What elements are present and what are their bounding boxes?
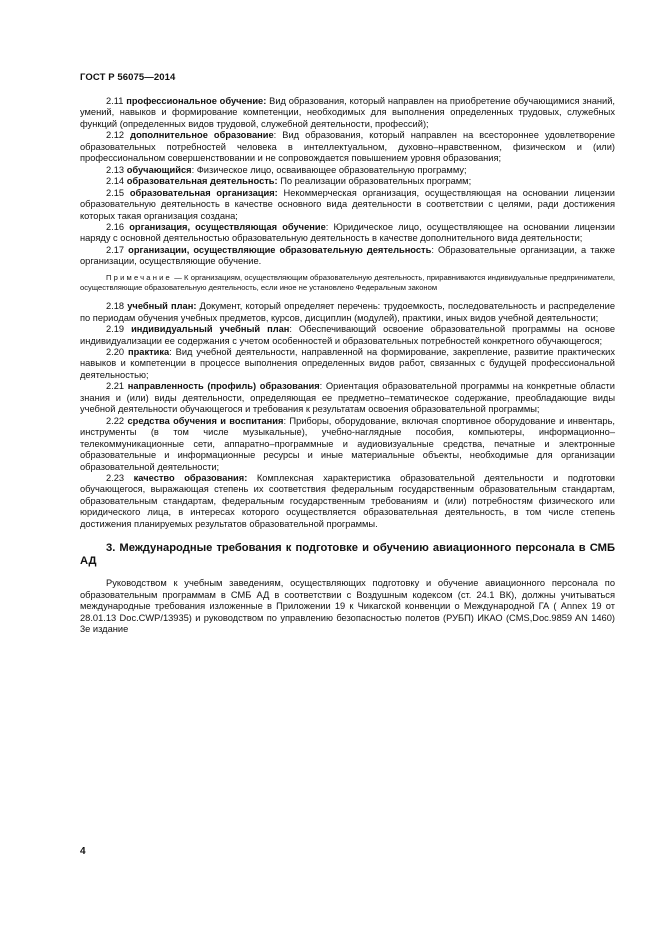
section-paragraph: Руководством к учебным заведениям, осуществляющих подготовку и обучение авиационного персонала по образовательным программам в СМБ АД в соответствии с Воздушным кодексом (ст. 24.1 ВК), должны учитываться международные требования изложенные в Приложении 19 к Чикагской конвенции о Международной ГА ( Annex 19 от 28.01.13 Doc.CWP/13935) и руководством по управлению безопасностью полетов (РУБП) ИКАО (CMS,Doc.9859 AN 1460) 3е издание bbox=[80, 578, 615, 635]
definition-2-20: 2.20 практика: Вид учебной деятельности, направленной на формирование, закрепление, развитие практических навыков и компетенции в процессе выполнения определенных видов работ, связанных с будущей профессиональной деятельностью; bbox=[80, 347, 615, 380]
term: качество образования: bbox=[133, 473, 248, 483]
term: обучающийся bbox=[126, 164, 192, 175]
definition-2-15: 2.15 образовательная организация: Некоммерческая организация, осуществляющая на основании лицензии образовательную деятельность в качестве основного вида деятельности в соответствии с целями, ради достижения которых такая организация создана; bbox=[80, 187, 615, 221]
term: направленность (профиль) образования bbox=[127, 381, 320, 392]
definition-2-17: 2.17 организации, осуществляющие образовательную деятельность: Образовательные организации, а также организации, осуществляющие обучение. bbox=[80, 244, 615, 267]
definition-2-23: 2.23 качество образования: Комплексная характеристика образовательной деятельности и подготовки обучающегося, выражающая степень их соответствия федеральным государственным образовательным стандартам, образовательным стандартам, федеральным государственным требованиям и (или) потребностям физического или юридического лица, в интересах которого осуществляется образовательная деятельность, в том числе степень достижения планируемых результатов образовательной программы. bbox=[80, 473, 615, 529]
term: средства обучения и воспитания bbox=[127, 415, 284, 426]
definition-2-22: 2.22 средства обучения и воспитания: Приборы, оборудование, включая спортивное оборудование и инвентарь, инструменты (в том числе музыкальные), учебно-наглядные пособия, компьютеры, информационно–телекоммуникационные сети, аппаратно–программные и аудиовизуальные средства, печатные и электронные образовательные и информационные ресурсы и иные материальные объекты, необходимые для организации образовательной деятельности; bbox=[80, 415, 616, 472]
note: Примечание — К организациям, осуществляющим образовательную деятельность, приравниваются индивидуальные предприниматели, осуществляющие образовательную деятельность, если иное не установлено Федеральным законом bbox=[80, 272, 615, 292]
section-title: 3. Международные требования к подготовке и обучению авиационного персонала в СМБ АД bbox=[80, 542, 615, 568]
term: индивидуальный учебный план bbox=[131, 324, 290, 335]
definition-2-16: 2.16 организация, осуществляющая обучение: Юридическое лицо, осуществляющее на основании лицензии наряду с основной деятельностью образовательную деятельность в качестве дополнительного вида деятельности; bbox=[80, 221, 615, 244]
term: образовательная организация: bbox=[129, 187, 278, 198]
definition-2-11: 2.11 профессиональное обучение: Вид образования, который направлен на приобретение обучающимися знаний, умений, навыков и формирование компетенции, необходимых для выполнения определенных трудовых, служебных функций (определенных видов трудовой, служебной деятельности, профессий); bbox=[80, 96, 615, 129]
definition-2-12: 2.12 дополнительное образование: Вид образования, который направлен на всестороннее удовлетворение образовательных потребностей человека в интеллектуальном, духовно–нравственном, физическом и (или) профессиональном совершенствовании и не сопровождается повышением уровня образования; bbox=[80, 130, 615, 164]
document-body bbox=[80, 96, 615, 636]
definition-2-18: 2.18 учебный план: Документ, который определяет перечень: трудоемкость, последовательность и распределение по периодам обучения учебных предметов, курсов, дисциплин (модулей), практики, иных видов учебной деятельности; bbox=[80, 301, 615, 323]
definition-2-21: 2.21 направленность (профиль) образования: Ориентация образовательной программы на конкретные области знания и (или) виды деятельности, определяющая ее предметно–тематическое содержание, преобладающие виды учебной деятельности обучающегося и требования к результатам освоения образовательной программы; bbox=[80, 381, 615, 415]
definition-2-13: 2.13 обучающийся: Физическое лицо, осваивающее образовательную программу; bbox=[106, 164, 467, 175]
term: организация, осуществляющая обучение bbox=[129, 221, 326, 232]
standard-header: ГОСТ Р 56075—2014 bbox=[80, 72, 176, 83]
term: дополнительное образование bbox=[130, 130, 274, 141]
term: образовательная деятельность: bbox=[126, 176, 278, 187]
term: профессиональное обучение: bbox=[126, 96, 267, 106]
note-label: Примечание bbox=[106, 272, 172, 282]
definition-2-14: 2.14 образовательная деятельность: По реализации образовательных программ; bbox=[106, 176, 472, 187]
term: учебный план: bbox=[127, 301, 197, 312]
page-number: 4 bbox=[80, 846, 86, 857]
term: практика bbox=[127, 347, 170, 358]
definition-2-19: 2.19 индивидуальный учебный план: Обеспечивающий освоение образовательной программы на основе индивидуализации ее содержания с учетом особенностей и образовательных потребностей конкретного обучающегося; bbox=[80, 324, 615, 346]
term: организации, осуществляющие образовательную деятельность bbox=[128, 244, 432, 255]
